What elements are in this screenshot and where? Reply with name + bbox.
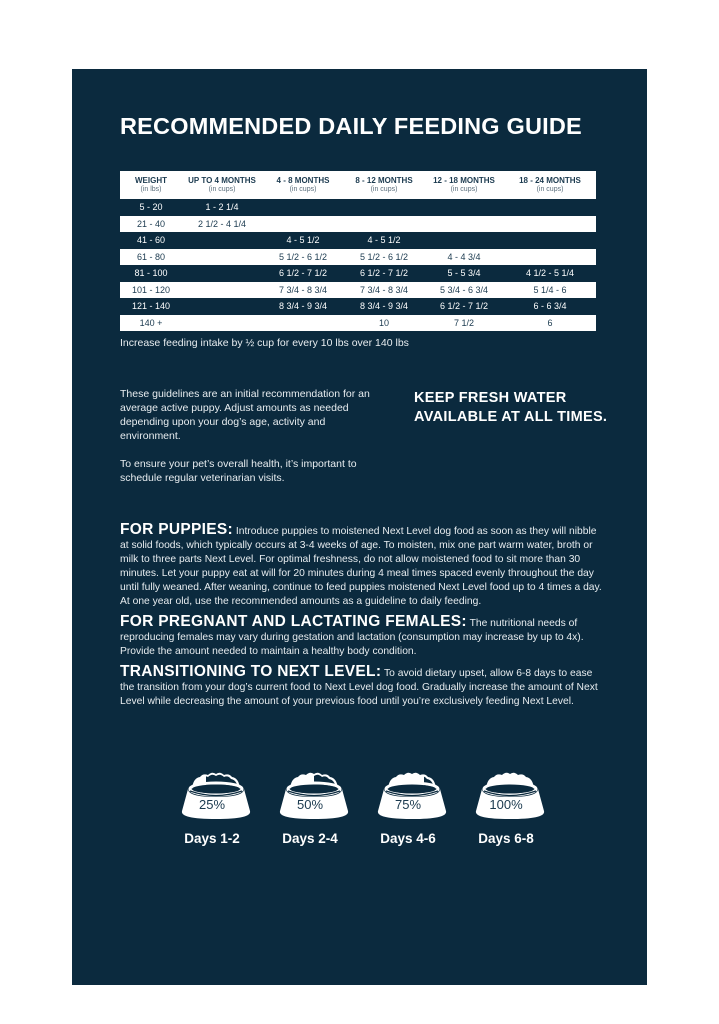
feeding-guide-panel [72, 69, 647, 985]
dog-bowl-icon [180, 769, 252, 821]
cups-cell [504, 232, 596, 248]
cups-cell: 7 3/4 - 8 3/4 [344, 281, 424, 298]
cups-cell: 7 3/4 - 8 3/4 [262, 281, 344, 298]
column-header-weight [120, 171, 182, 199]
header-unit: (in cups) [450, 186, 478, 193]
header-label: UP TO 4 MONTHS [188, 176, 256, 185]
bowl-percent: 50% [296, 797, 324, 812]
feeding-table [120, 171, 596, 331]
table-row [120, 265, 596, 281]
cups-cell: 4 1/2 - 5 1/4 [504, 265, 596, 281]
bowl-inner [290, 785, 338, 794]
cups-cell: 6 1/2 - 7 1/2 [262, 265, 344, 281]
cups-cell [262, 314, 344, 331]
section-heading: FOR PUPPIES: [120, 521, 233, 538]
cups-cell [424, 232, 504, 248]
cups-cell [262, 199, 344, 215]
cups-cell [424, 215, 504, 232]
cups-cell: 2 1/2 - 4 1/4 [182, 215, 262, 232]
bowl-days: Days 4-6 [380, 831, 436, 846]
cups-cell [344, 199, 424, 215]
weight-cell: 61 - 80 [120, 248, 182, 265]
cups-cell: 5 1/4 - 6 [504, 281, 596, 298]
bowl-inner [486, 785, 534, 794]
cups-cell [504, 248, 596, 265]
section-body: Introduce puppies to moistened Next Level dog food as soon as they will nibble at solid foods, which typically occurs at 3-4 weeks of age. To moisten, mix one part warm water, broth or milk to three parts Next Level. For optimal freshness, do not allow moistened food to sit more than 30 minutes. Let your puppy eat at will for 20 minutes during 4 meal times spaced evenly throughout the day until fully weaned. After weaning, continue to feed puppies moistened Next Level food up to 4 times a day. At one year old, use the recommended amounts as a guideline to daily feeding. [120, 526, 602, 607]
cups-cell [344, 215, 424, 232]
cups-cell: 8 3/4 - 9 3/4 [262, 298, 344, 314]
cups-cell: 8 3/4 - 9 3/4 [344, 298, 424, 314]
cups-cell: 6 1/2 - 7 1/2 [424, 298, 504, 314]
weight-cell: 140 + [120, 314, 182, 331]
cups-cell: 1 - 2 1/4 [182, 199, 262, 215]
column-header-8-12-months [344, 171, 424, 199]
bowl-inner [388, 785, 436, 794]
header-label: 12 - 18 MONTHS [433, 176, 495, 185]
section-transitioning [120, 665, 602, 709]
feeding-sections [120, 523, 602, 715]
page-title: RECOMMENDED DAILY FEEDING GUIDE [120, 113, 582, 139]
header-label: 8 - 12 MONTHS [355, 176, 413, 185]
weight-cell: 101 - 120 [120, 281, 182, 298]
column-header-up-to-4-months [182, 171, 262, 199]
section-heading: TRANSITIONING TO NEXT LEVEL: [120, 663, 382, 680]
cups-cell: 5 1/2 - 6 1/2 [344, 248, 424, 265]
cups-cell: 4 - 5 1/2 [344, 232, 424, 248]
bowl-days: Days 1-2 [184, 831, 240, 846]
bowl-percent: 100% [489, 797, 523, 812]
section-body: To avoid dietary upset, allow 6-8 days to ease the transition from your dog’s current food to Next Level dog food. Gradually increase the amount of Next Level while decreasing the amount of your previous food until you’re exclusively feeding Next Level. [120, 668, 598, 707]
cups-cell: 6 [504, 314, 596, 331]
cups-cell: 5 1/2 - 6 1/2 [262, 248, 344, 265]
table-row [120, 199, 596, 215]
section-puppies [120, 523, 602, 609]
cups-cell [424, 199, 504, 215]
table-row [120, 281, 596, 298]
overweight-note: Increase feeding intake by ½ cup for every 10 lbs over 140 lbs [120, 337, 409, 349]
weight-cell: 41 - 60 [120, 232, 182, 248]
transition-step [470, 769, 550, 846]
weight-cell: 21 - 40 [120, 215, 182, 232]
cups-cell: 5 - 5 3/4 [424, 265, 504, 281]
bowl-percent: 25% [198, 797, 226, 812]
table-row [120, 232, 596, 248]
vet-paragraph: To ensure your pet’s overall health, it’s important to schedule regular veterinarian visits. [120, 458, 357, 484]
weight-cell: 81 - 100 [120, 265, 182, 281]
column-header-18-24-months [504, 171, 596, 199]
bowl-days: Days 2-4 [282, 831, 338, 846]
column-header-12-18-months [424, 171, 504, 199]
header-label: 4 - 8 MONTHS [276, 176, 330, 185]
cups-cell: 7 1/2 [424, 314, 504, 331]
table-header-row [120, 171, 596, 199]
guidelines-text [120, 387, 370, 499]
dog-bowl-icon [474, 769, 546, 821]
cups-cell [182, 248, 262, 265]
cups-cell [262, 215, 344, 232]
header-label: 18 - 24 MONTHS [519, 176, 581, 185]
cups-cell [182, 281, 262, 298]
dog-bowl-icon [376, 769, 448, 821]
weight-cell: 5 - 20 [120, 199, 182, 215]
bowl-days: Days 6-8 [478, 831, 534, 846]
cups-cell: 4 - 5 1/2 [262, 232, 344, 248]
header-unit: (in cups) [208, 186, 236, 193]
table-row [120, 314, 596, 331]
cups-cell [182, 298, 262, 314]
cups-cell: 4 - 4 3/4 [424, 248, 504, 265]
section-body: The nutritional needs of reproducing females may vary during gestation and lactation (consumption may increase by up to 4x). Provide the amount needed to maintain a healthy body condition. [120, 618, 584, 657]
section-heading: FOR PREGNANT AND LACTATING FEMALES: [120, 613, 467, 630]
section-pregnant-females [120, 615, 602, 659]
fresh-water-callout: KEEP FRESH WATER AVAILABLE AT ALL TIMES. [414, 390, 608, 425]
table-row [120, 215, 596, 232]
cups-cell [182, 265, 262, 281]
bowl-inner [192, 785, 240, 794]
column-header-4-8-months [262, 171, 344, 199]
cups-cell: 6 - 6 3/4 [504, 298, 596, 314]
header-unit: (in cups) [536, 186, 564, 193]
weight-cell: 121 - 140 [120, 298, 182, 314]
transition-step [176, 769, 256, 846]
cups-cell [182, 232, 262, 248]
cups-cell: 5 3/4 - 6 3/4 [424, 281, 504, 298]
bowl-percent: 75% [394, 797, 422, 812]
header-unit: (in cups) [289, 186, 317, 193]
dog-bowl-icon [278, 769, 350, 821]
transition-step [372, 769, 452, 846]
cups-cell: 10 [344, 314, 424, 331]
guidelines-paragraph: These guidelines are an initial recommendation for an average active puppy. Adjust amounts as needed depending upon your dog’s age, activity and environment. [120, 388, 370, 442]
transition-bowls [172, 769, 572, 869]
header-unit: (in cups) [370, 186, 398, 193]
transition-step [274, 769, 354, 846]
header-unit: (in lbs) [140, 186, 162, 193]
cups-cell [504, 215, 596, 232]
table-row [120, 298, 596, 314]
table-row [120, 248, 596, 265]
cups-cell: 6 1/2 - 7 1/2 [344, 265, 424, 281]
cups-cell [182, 314, 262, 331]
cups-cell [504, 199, 596, 215]
header-label: WEIGHT [135, 176, 167, 185]
